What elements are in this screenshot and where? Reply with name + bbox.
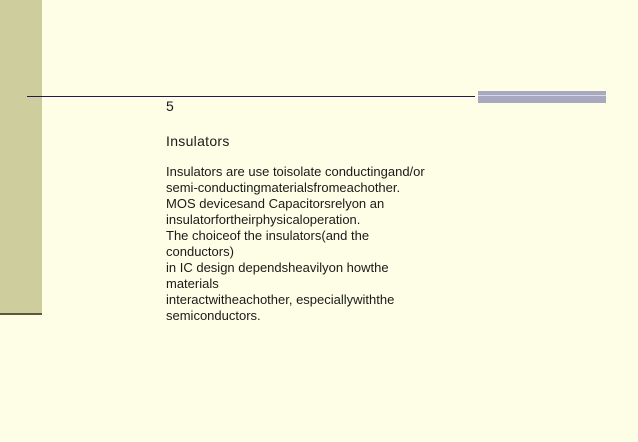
slide-content xyxy=(166,98,486,324)
body-line: MOS devicesand Capacitorsrelyon an xyxy=(166,196,385,211)
right-bar-highlight xyxy=(478,95,606,96)
left-decorative-band xyxy=(0,0,42,314)
slide-heading: Insulators xyxy=(166,133,230,149)
slide-number: 5 xyxy=(166,98,174,114)
body-line: in IC design dependsheavilyon howthe xyxy=(166,260,389,275)
body-line: semi-conductingmaterialsfromeachother. xyxy=(166,180,401,195)
body-line: semiconductors. xyxy=(166,308,261,323)
body-line: insulatorfortheirphysicaloperation. xyxy=(166,212,361,227)
body-line: materials xyxy=(166,276,219,291)
body-line: Insulators are use toisolate conductingand/or xyxy=(166,164,425,179)
left-band-edge xyxy=(0,313,42,315)
body-line: conductors) xyxy=(166,244,234,259)
body-line: interactwitheachother, especiallywiththe xyxy=(166,292,395,307)
title-divider-line xyxy=(27,96,475,97)
body-line: The choiceof the insulators(and the xyxy=(166,228,370,243)
slide-body xyxy=(166,164,486,324)
right-decorative-bar xyxy=(478,91,606,103)
